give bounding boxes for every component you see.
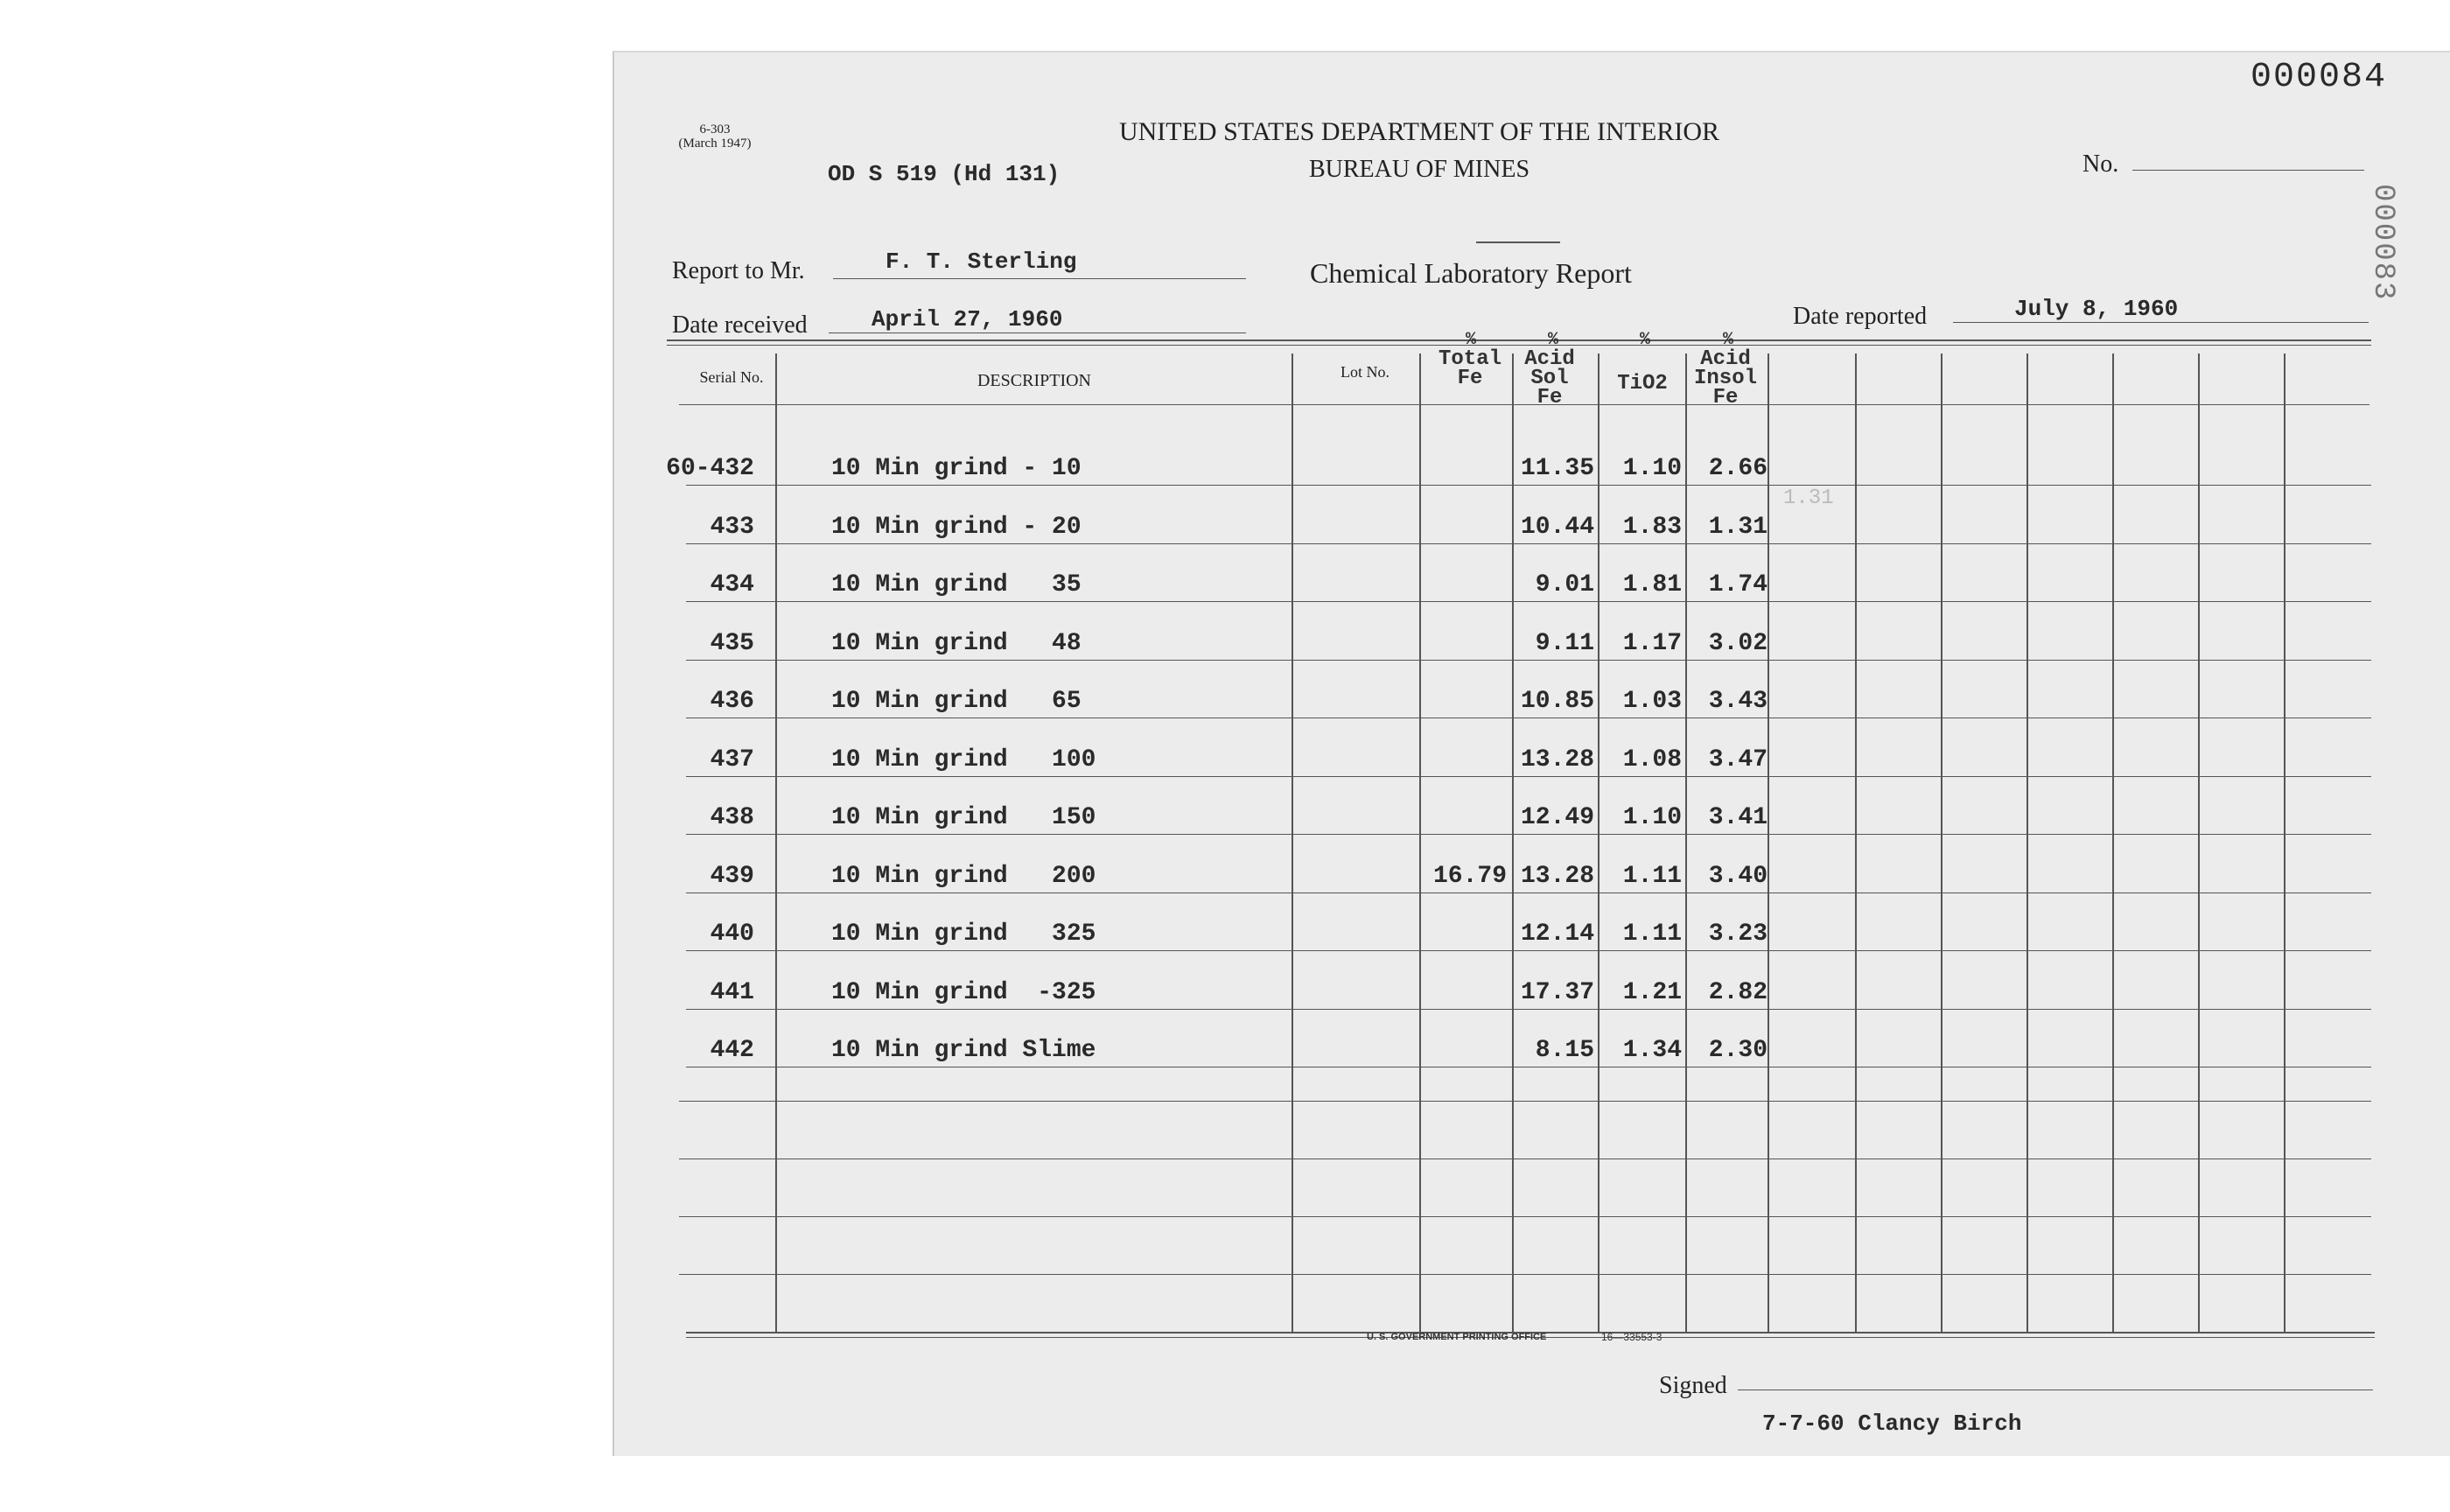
- col-line-total-fe: [1512, 354, 1514, 1332]
- serial-number: 438: [710, 804, 754, 831]
- acid-sol-fe-value: 8.15: [1535, 1037, 1594, 1064]
- serial-number: 60-432: [666, 455, 754, 482]
- report-to-label: Report to Mr.: [672, 257, 805, 284]
- row-description: 10 Min grind 35: [831, 571, 1082, 598]
- header-description: DESCRIPTION: [976, 371, 1091, 390]
- date-received-line: [829, 332, 1246, 333]
- row-rule: [686, 543, 2371, 544]
- row-description: 10 Min grind Slime: [831, 1037, 1096, 1064]
- print-code: 16—33553-3: [1601, 1331, 1662, 1343]
- serial-number: 435: [710, 629, 754, 657]
- pct-acid-sol: %: [1547, 330, 1558, 350]
- document-number: 000084: [2250, 58, 2388, 97]
- bureau-name: BUREAU OF MINES: [1308, 156, 1530, 183]
- blank-row-line: [679, 1274, 2371, 1275]
- row-rule: [686, 892, 2371, 893]
- row-description: 10 Min grind 150: [831, 804, 1096, 831]
- date-received-label: Date received: [672, 312, 808, 339]
- col-line-description: [1292, 354, 1293, 1332]
- acid-sol-fe-value: 10.85: [1520, 688, 1594, 715]
- blank-row-line: [679, 1158, 2371, 1159]
- acid-sol-fe-value: 13.28: [1520, 862, 1594, 890]
- header-lot: Lot No.: [1340, 363, 1390, 381]
- col-line-blank-3: [2026, 354, 2028, 1332]
- tio2-value: 1.11: [1622, 862, 1682, 890]
- date-received-value: April 27, 1960: [872, 306, 1063, 332]
- row-rule: [686, 834, 2371, 835]
- printing-office: U. S. GOVERNMENT PRINTING OFFICE: [1367, 1332, 1547, 1342]
- tio2-value: 1.08: [1622, 746, 1682, 774]
- row-rule: [686, 601, 2371, 602]
- row-rule: [686, 1067, 2371, 1068]
- col-line-blank-2: [1941, 354, 1942, 1332]
- acid-sol-fe-value: 12.49: [1520, 804, 1594, 831]
- tio2-value: 1.81: [1622, 571, 1682, 598]
- acid-sol-fe-value: 10.44: [1520, 513, 1594, 541]
- report-sheet: [612, 51, 2450, 1456]
- acid-insol-fe-value: 3.43: [1708, 688, 1768, 715]
- side-document-number: 000083: [2366, 184, 2399, 302]
- acid-insol-fe-value: 3.47: [1708, 746, 1768, 774]
- no-field: [2132, 170, 2364, 171]
- pct-tio2: %: [1639, 330, 1650, 350]
- tio2-value: 1.10: [1622, 455, 1682, 482]
- report-title: Chemical Laboratory Report: [1310, 257, 1632, 289]
- blank-row-line: [679, 1216, 2371, 1217]
- acid-insol-fe-value: 3.23: [1708, 920, 1768, 948]
- col-line-blank-4: [2112, 354, 2114, 1332]
- acid-insol-fe-value: 3.41: [1708, 804, 1768, 831]
- acid-insol-fe-value: 2.66: [1708, 455, 1768, 482]
- row-description: 10 Min grind 65: [831, 688, 1082, 715]
- acid-sol-fe-value: 13.28: [1520, 746, 1594, 774]
- row-description: 10 Min grind - 20: [831, 513, 1082, 541]
- form-code: 6-303: [699, 122, 731, 136]
- acid-sol-fe-value: 11.35: [1520, 455, 1594, 482]
- tio2-value: 1.34: [1622, 1037, 1682, 1064]
- total-fe-value: 16.79: [1432, 862, 1507, 890]
- report-to-name: F. T. Sterling: [886, 248, 1077, 275]
- header-acid-insol-fe: Acid Insol Fe: [1693, 347, 1757, 410]
- header-rule: [1476, 242, 1560, 243]
- tio2-value: 1.03: [1622, 688, 1682, 715]
- tio2-value: 1.10: [1622, 804, 1682, 831]
- acid-insol-fe-value: 3.02: [1708, 629, 1768, 657]
- tio2-value: 1.21: [1622, 978, 1682, 1006]
- date-reported-value: July 8, 1960: [2014, 296, 2179, 322]
- col-line-serial: [775, 354, 777, 1332]
- row-rule: [686, 485, 2371, 486]
- col-line-acid-sol: [1598, 354, 1600, 1332]
- acid-insol-fe-value: 1.31: [1708, 513, 1768, 541]
- serial-number: 433: [710, 513, 754, 541]
- serial-number: 441: [710, 978, 754, 1006]
- row-description: 10 Min grind 48: [831, 629, 1082, 657]
- signed-label: Signed: [1659, 1372, 1727, 1399]
- ghost-value: 1.31: [1783, 486, 1834, 510]
- col-line-lot: [1419, 354, 1421, 1332]
- pct-total-fe: %: [1465, 330, 1476, 350]
- acid-insol-fe-value: 3.40: [1708, 862, 1768, 890]
- header-total-fe: Total Fe: [1438, 347, 1502, 390]
- row-description: 10 Min grind - 10: [831, 455, 1082, 482]
- row-description: 10 Min grind 325: [831, 920, 1096, 948]
- header-serial: Serial No.: [699, 368, 764, 386]
- acid-insol-fe-value: 2.30: [1708, 1037, 1768, 1064]
- file-reference: OD S 519 (Hd 131): [828, 161, 1060, 187]
- pct-acid-insol: %: [1722, 330, 1733, 350]
- row-rule: [686, 950, 2371, 951]
- tio2-value: 1.83: [1622, 513, 1682, 541]
- col-line-blank-5: [2198, 354, 2200, 1332]
- acid-insol-fe-value: 2.82: [1708, 978, 1768, 1006]
- acid-sol-fe-value: 12.14: [1520, 920, 1594, 948]
- signature: 7-7-60 Clancy Birch: [1762, 1410, 2022, 1437]
- form-edition: (March 1947): [678, 136, 752, 150]
- row-description: 10 Min grind 100: [831, 746, 1096, 774]
- col-line-blank-6: [2284, 354, 2286, 1332]
- row-rule: [686, 1009, 2371, 1010]
- row-rule: [686, 776, 2371, 777]
- row-description: 10 Min grind 200: [831, 862, 1096, 890]
- serial-number: 442: [710, 1037, 754, 1064]
- no-label: No.: [2082, 150, 2119, 178]
- date-reported-label: Date reported: [1793, 303, 1928, 330]
- serial-number: 437: [710, 746, 754, 774]
- tio2-value: 1.11: [1622, 920, 1682, 948]
- serial-number: 440: [710, 920, 754, 948]
- acid-sol-fe-value: 9.11: [1535, 629, 1594, 657]
- agency-name: UNITED STATES DEPARTMENT OF THE INTERIOR: [1118, 117, 1720, 146]
- header-tio2: TiO2: [1617, 372, 1668, 396]
- date-reported-line: [1953, 322, 2369, 323]
- col-line-acid-insol: [1768, 354, 1769, 1332]
- tio2-value: 1.17: [1622, 629, 1682, 657]
- col-line-blank-1: [1855, 354, 1857, 1332]
- serial-number: 436: [710, 688, 754, 715]
- serial-number: 434: [710, 571, 754, 598]
- acid-insol-fe-value: 1.74: [1708, 571, 1768, 598]
- report-to-line: [833, 278, 1246, 279]
- acid-sol-fe-value: 17.37: [1520, 978, 1594, 1006]
- blank-row-line: [679, 1101, 2371, 1102]
- row-rule: [686, 660, 2371, 661]
- row-description: 10 Min grind -325: [831, 978, 1096, 1006]
- acid-sol-fe-value: 9.01: [1535, 571, 1594, 598]
- header-acid-sol-fe: Acid Sol Fe: [1524, 347, 1575, 410]
- serial-number: 439: [710, 862, 754, 890]
- col-line-tio2: [1685, 354, 1687, 1332]
